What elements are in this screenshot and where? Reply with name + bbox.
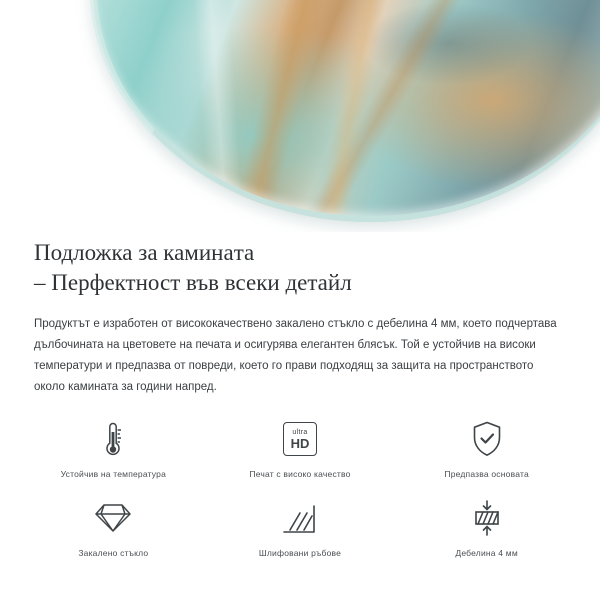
polished-edges-icon [280, 495, 320, 541]
page-title-line-2: – Перфектност във всеки детайл [34, 270, 352, 295]
feature-item-protection [393, 416, 580, 479]
feature-item-polished-edges [207, 495, 394, 558]
thickness-arrows-icon [467, 495, 507, 541]
badge-small-label: ultra [292, 428, 308, 436]
feature-item-temperature [20, 416, 207, 479]
feature-caption: Предпазва основата [444, 469, 529, 479]
feature-item-print-quality [207, 416, 394, 479]
content-area [0, 232, 600, 574]
product-description-text: Продуктът е изработен от висококачествено закалено стъкло с дебелина 4 мм, което подчертава дълбочината на цветовете на печата и осигурява елегантен блясък. Той е устойчив на високи температури и предпазва от повреди, което го прави подходящ за защита на пространството около камината за години напред. [34, 318, 557, 393]
feature-caption: Печат с високо качество [249, 469, 351, 479]
feature-item-tempered-glass [20, 495, 207, 558]
feature-item-thickness [393, 495, 580, 558]
feature-caption: Шлифовани ръбове [258, 548, 342, 558]
thermometer-icon [102, 416, 124, 462]
page-title-line-1: Подложка за каминaта [34, 240, 255, 265]
shield-check-icon [470, 416, 504, 462]
feature-caption: Дебелина 4 мм [455, 548, 518, 558]
glass-plate-surface [90, 0, 600, 222]
diamond-icon [93, 495, 133, 541]
hero-product-image [0, 0, 600, 232]
ultra-hd-badge-icon [283, 416, 317, 462]
feature-caption: Закалено стъкло [78, 548, 149, 558]
feature-grid [0, 398, 600, 574]
feature-caption: Устойчив на температура [60, 469, 166, 479]
page-title [0, 232, 600, 298]
badge-big-label: HD [290, 435, 310, 451]
